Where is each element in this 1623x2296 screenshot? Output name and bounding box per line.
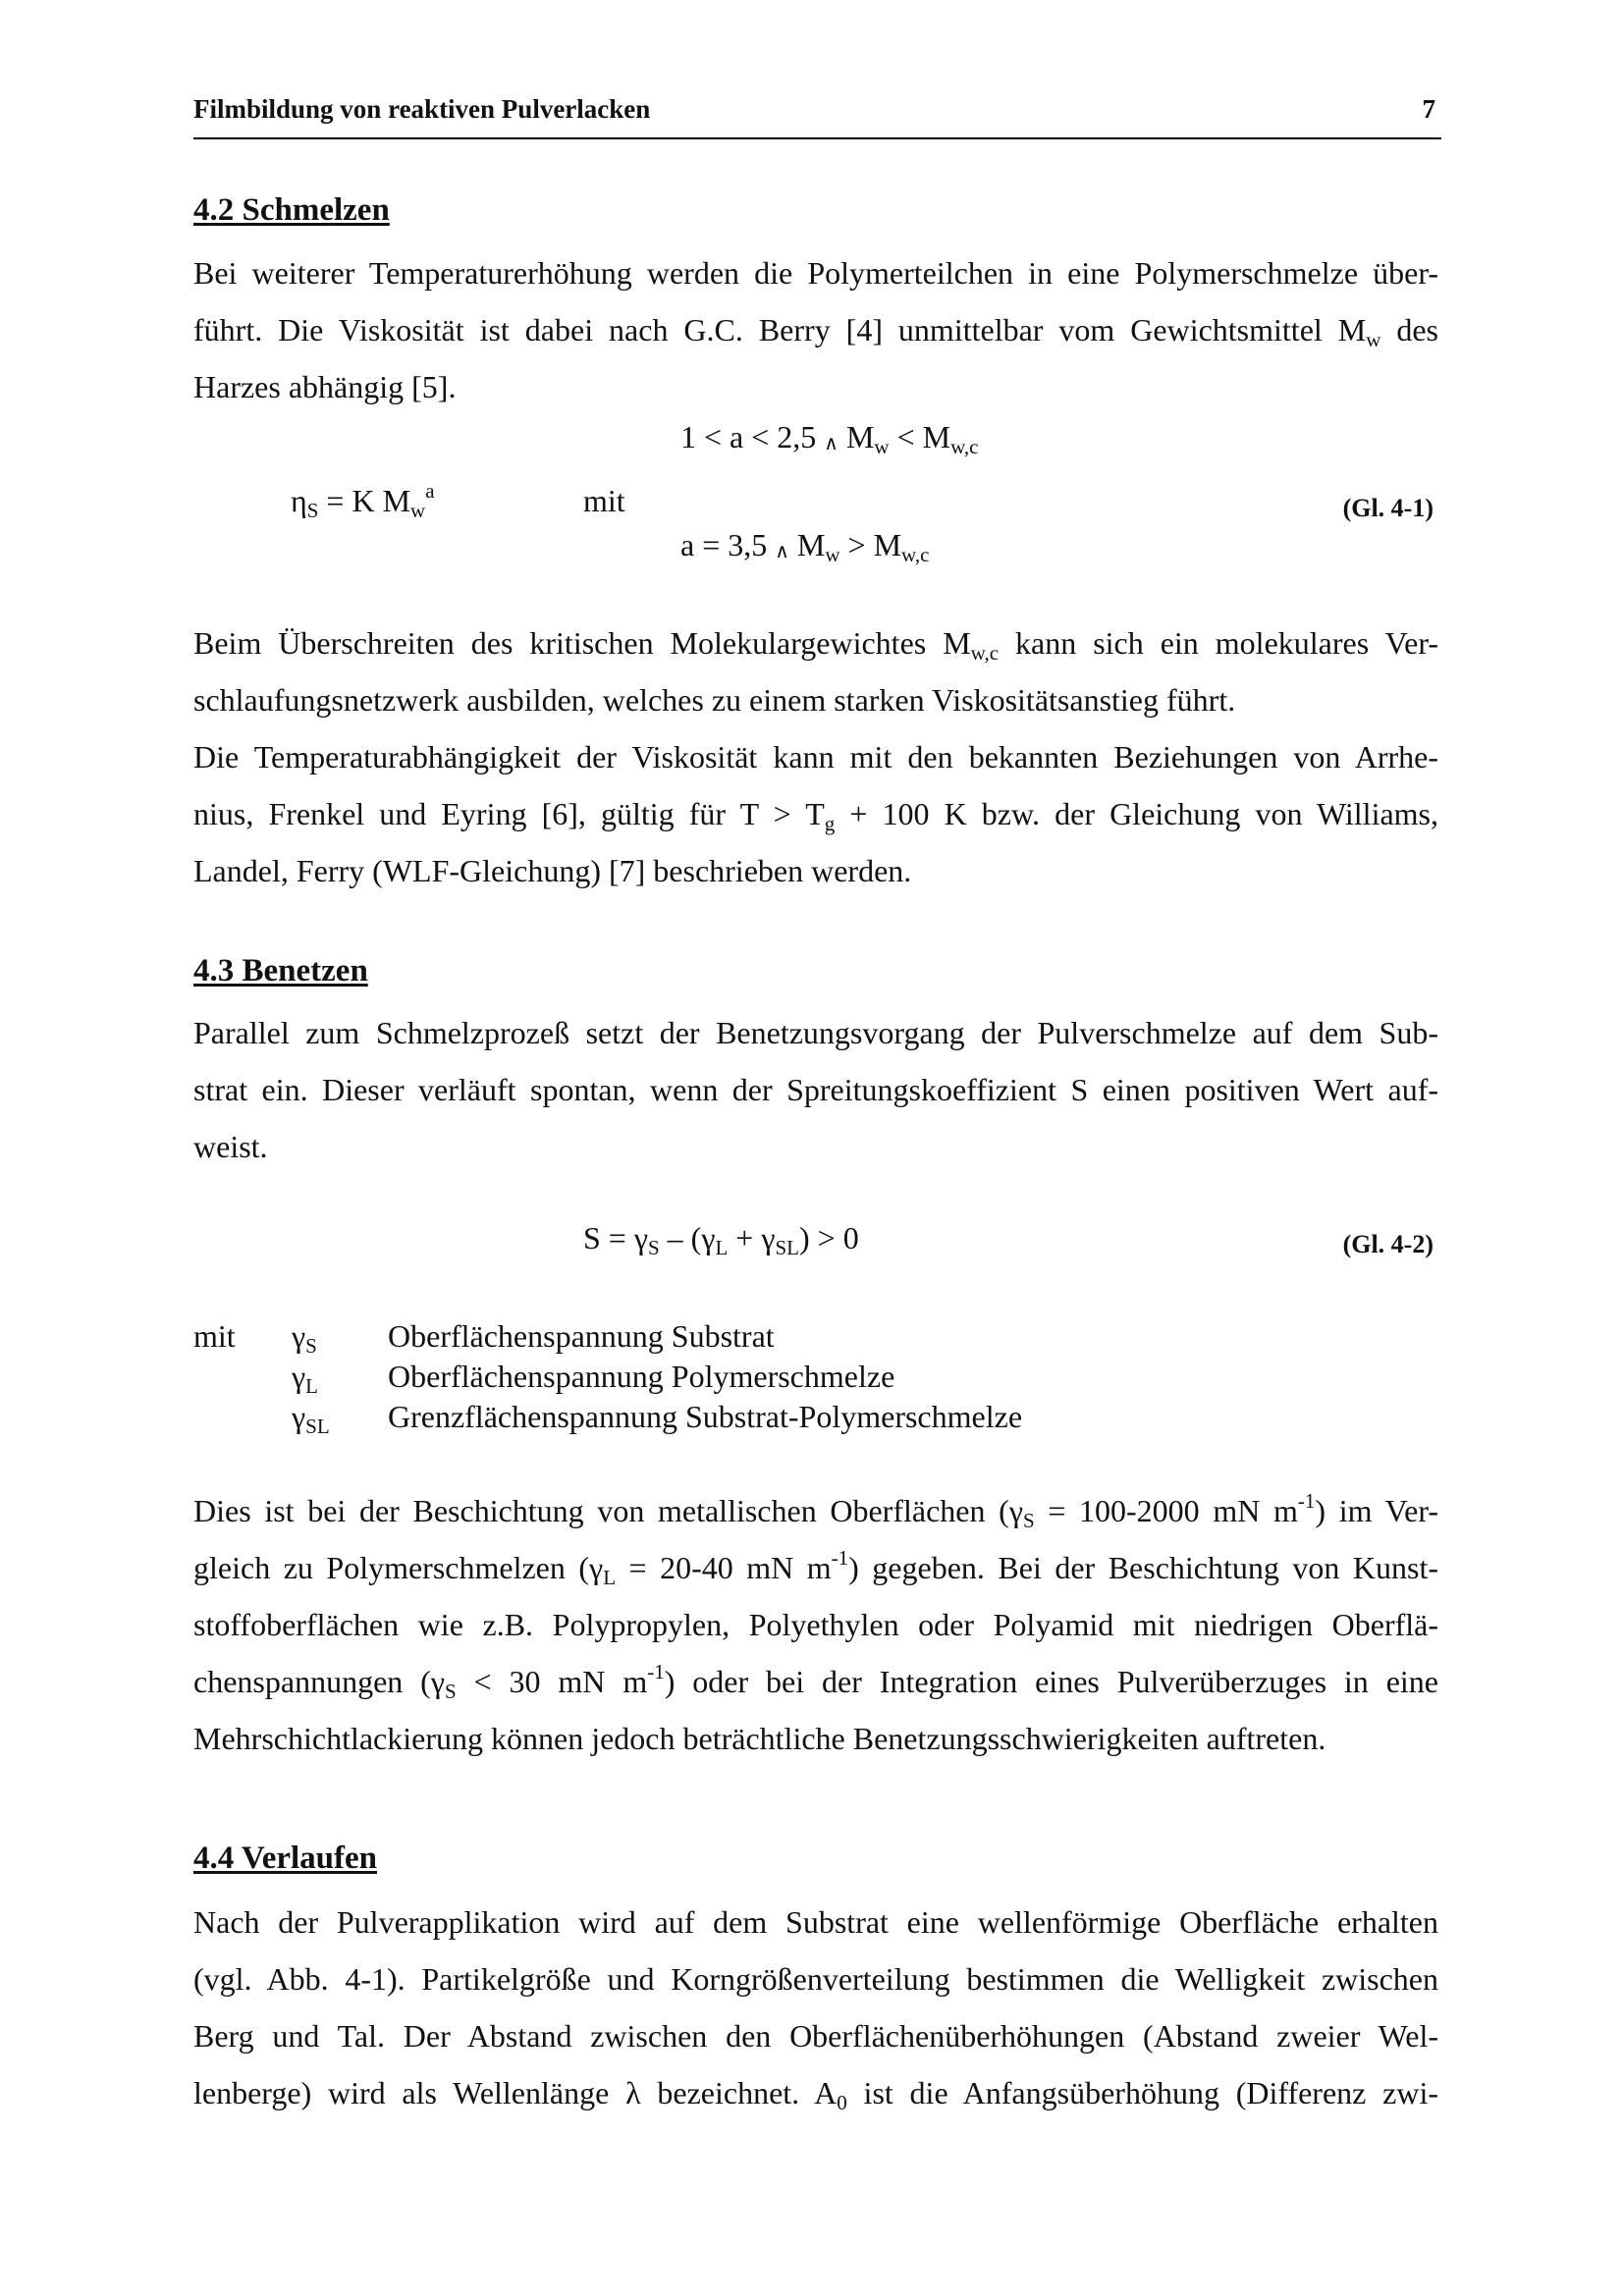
text-line: Berg und Tal. Der Abstand zwischen den Oberflächenüberhöhungen (Abstand zweier Wel- xyxy=(193,2018,1438,2054)
text-line: Harzes abhängig [5]. xyxy=(193,369,457,404)
text-line: chenspannungen ($\gamma_S < 30$ mN $m^{-1}$) oder bei der Integration eines Pulverüberzuges in eine xyxy=(193,1660,1439,1703)
paragraph-4-3-intro xyxy=(193,1004,1438,1175)
text-line: (vgl. Abb. 4-1). Partikelgröße und Korngrößenverteilung bestimmen die Welligkeit zwischen xyxy=(193,1961,1438,1997)
text-line: Nach der Pulverapplikation wird auf dem Substrat eine wellenförmige Oberfläche erhalten xyxy=(193,1904,1438,1940)
text-line: nius, Frenkel und Eyring [6], gültig für $T > T_g + 100$ K bzw. der Gleichung von Williams, xyxy=(193,796,1439,835)
legend-symbol: $\gamma_{SL}$ xyxy=(292,1399,330,1438)
section-heading-4-3: 4.3 Benetzen xyxy=(193,953,368,988)
text-line: Beim Überschreiten des kritischen Molekulargewichtes $M_{w,c}$ kann sich ein molekulares Ver- xyxy=(193,625,1439,665)
text-line: stoffoberflächen wie z.B. Polypropylen, Polyethylen oder Polyamid mit niedrigen Oberflä- xyxy=(193,1607,1438,1642)
text-line: Mehrschichtlackierung können jedoch beträchtliche Benetzungsschwierigkeiten auftreten. xyxy=(193,1721,1326,1756)
legend-mit: mit xyxy=(193,1318,236,1354)
legend-symbol: $\gamma_L$ xyxy=(292,1359,318,1398)
text-line: strat ein. Dieser verläuft spontan, wenn der Spreitungskoeffizient S einen positiven Wert auf- xyxy=(193,1072,1438,1107)
legend-symbol: $\gamma_S$ xyxy=(292,1318,317,1358)
paragraph-4-3-body xyxy=(193,1482,1438,1767)
text-line: führt. Die Viskosität ist dabei nach G.C. Berry [4] unmittelbar vom Gewichtsmittel $M_w$ des xyxy=(193,312,1439,351)
page-number: 7 xyxy=(1422,94,1435,124)
header-title: Filmbildung von reaktiven Pulverlacken xyxy=(193,94,651,124)
legend-description: Grenzflächenspannung Substrat-Polymerschmelze xyxy=(388,1399,1023,1434)
legend-description: Oberflächenspannung Substrat xyxy=(388,1318,775,1354)
equation-4-1-mit: mit xyxy=(583,483,625,518)
text-line: Parallel zum Schmelzprozeß setzt der Benetzungsvorgang der Pulverschmelze auf dem Sub- xyxy=(193,1015,1438,1050)
section-heading-4-4: 4.4 Verlaufen xyxy=(193,1841,378,1876)
text-line: Dies ist bei der Beschichtung von metallischen Oberflächen ($\gamma_S = 100-2000$ mN $m^{-1}$) im Ver- xyxy=(193,1489,1439,1532)
paragraph-4-2-body xyxy=(193,614,1438,899)
equation-4-1-condition-2: a = 3,5 ∧ $M_w > M_{w,c}$ xyxy=(680,527,930,566)
text-line: gleich zu Polymerschmelzen ($\gamma_L = 20-40$ mN $m^{-1}$) gegeben. Bei der Beschichtung von Kunst- xyxy=(193,1546,1439,1589)
text-line: Landel, Ferry (WLF-Gleichung) [7] beschrieben werden. xyxy=(193,853,912,888)
text-line: lenberge) wird als Wellenlänge λ bezeichnet. $A_0$ ist die Anfangsüberhöhung (Differenz zwi- xyxy=(193,2075,1439,2114)
section-heading-4-2: 4.2 Schmelzen xyxy=(193,192,390,228)
paragraph-4-2-intro xyxy=(193,244,1438,415)
text-line: Bei weiterer Temperaturerhöhung werden die Polymerteilchen in eine Polymerschmelze über- xyxy=(193,255,1438,291)
text-line: schlaufungsnetzwerk ausbilden, welches zu einem starken Viskositätsanstieg führt. xyxy=(193,682,1236,718)
equation-number-4-1: (Gl. 4-1) xyxy=(1342,494,1434,522)
paragraph-4-4-body xyxy=(193,1894,1438,2121)
equation-4-1-condition-1: 1 < a < 2,5 ∧ $M_w < M_{w,c}$ xyxy=(680,419,979,458)
text-line: Die Temperaturabhängigkeit der Viskosität kann mit den bekannten Beziehungen von Arrhe- xyxy=(193,739,1438,774)
equation-number-4-2: (Gl. 4-2) xyxy=(1342,1230,1434,1258)
legend-description: Oberflächenspannung Polymerschmelze xyxy=(388,1359,895,1394)
equation-4-2: $S = \gamma_S - (\gamma_L + \gamma_{SL}) > 0$ xyxy=(583,1220,859,1259)
equation-4-1-lhs: $\eta_S = K$ $M_w^a$ xyxy=(291,479,435,522)
running-header xyxy=(193,94,1441,139)
text-line: weist. xyxy=(193,1129,268,1164)
